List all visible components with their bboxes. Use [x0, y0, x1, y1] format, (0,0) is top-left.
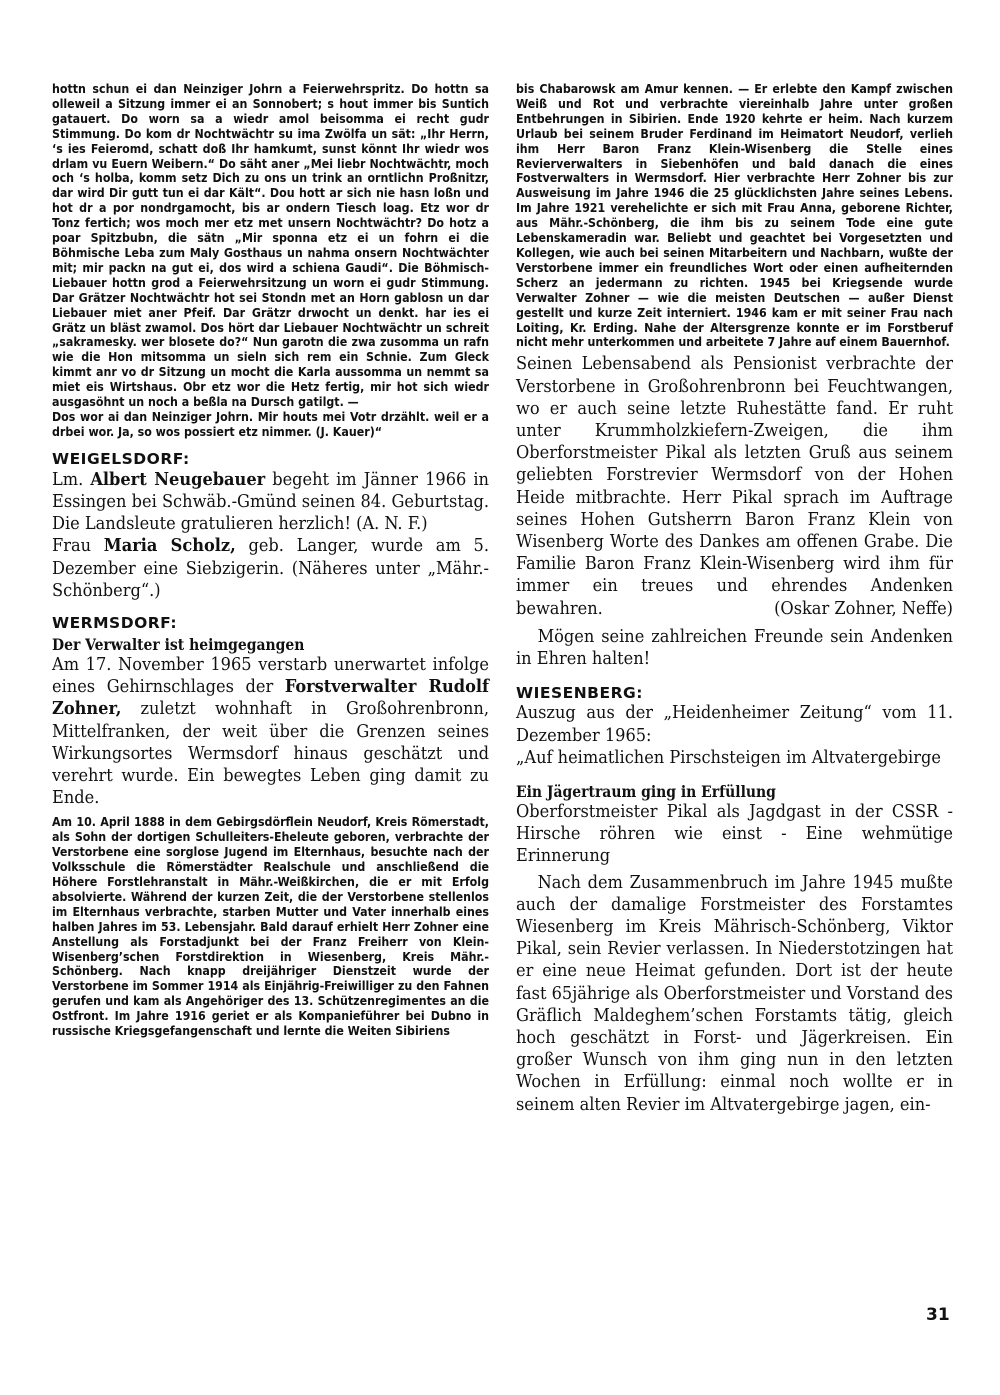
wermsdorf-biography-part1: Am 10. April 1888 in dem Gebirgsdörflein Neudorf, Kreis Römerstadt, als Sohn der dortigen Schulleiters-Eheleute geboren, verbrachte der Verstorbene eine sorglose Jugend im Elternhaus, besuchte nach der Volksschule die Römerstädter Realschule und anschließend die Höhere Forstlehranstalt in Mähr.-Weißkirchen, die er mit Erfolg absolvierte. Während der kurzen Zeit, die der Verstorbene stellenlos im Elternhaus verbrachte, starben Mutter und Vater innerhalb eines halben Jahres im 53. Lebensjahr. Bald darauf erhielt Herr Zohner eine Anstellung als Forstadjunkt bei der Franz Freiherr von Klein-Wisenberg’schen Forstdirektion in Wiesenberg, Kreis Mähr.-Schönberg. Nach knapp dreijähriger Dienstzeit wurde der Verstorbene im Sommer 1914 als Einjährig-Freiwilliger zu den Fahnen gerufen und kam als Angehöriger des 13. Schützenregimentes an die Ostfront. Im Jahre 1916 geriet er als Kompanieführer bei Dubno in russische Kriegsgefangenschaft und lernte die Weiten Sibiriens [52, 815, 489, 1039]
right-column [516, 82, 953, 1116]
dialect-story-text: hottn schun ei dan Neinziger Johrn a Feierwehrspritz. Do hottn sa olleweil a Sitzung immer ei an Sonnobert; s hout immer bis Suntich gatauert. Do worn sa a wiedr amol beisomma ei recht gudr Stimmung. Do kom dr Nochtwächtr su ima Zwölfa un sät: „Ihr Herrn, ‘s ies Feieromd, schatt doß Ihr hamkumt, sunst könnt Ihr wiedr wos drlam vu Euern Weibern.“ Do säht aner „Mei liebr Nochtwächtr, moch och ‘s holba, komm setz Dich zu ons un trink an orntlichn Proßnitzr, dar wird Dir gutt tun ei dar Kält“. Dou hott ar sich nie hasn loßn und hot dr a por nondrgamocht, bis ar ondern Tiesch loag. Etz wor dr Tonz fertich; wos moch mer etz met unsern Nochtwächtr? Do hotz a poar Spitzbubn, die sätn „Mir sponna etz ei un fohrn ei die Böhmische Leba zum Maly Gosthaus un nahma onsern Nochtwächter mit; mir packn na gut ei, dos wird a schiena Gaudi“. Die Böhmisch-Liebauer hottn grod a Feierwehrsitzung un worn ei gudr Stimmung. Dar Grätzer Nochtwächtr hot sei Stondn met an Horn gablosn un dar Liebauer miet aner Pfeif. Dar Grätzr drwocht un denkt. har ies ei Grätz un bläst zwamol. Dos hört dar Liebauer Nochtwächtr un schreit „sakramesky. wer blosete do?“ Nun garotn die zwa zusomma un rafn wie die Hon mitsomma un sieln sich rem ein Schnie. Zum Gleck kimmt anr vo dr Sitzung un mocht die Karla aussomma un nemmt sa miet eis Wirtshaus. Obr etz wor die Hetz fertig, mir hot sich wiedr ausgasöhnt un noch a beßla na Dursch gatilgt. — [52, 82, 489, 410]
lead-text: Am 17. November 1965 verstarb unerwartet infolge eines Gehirnschlages der [52, 653, 489, 698]
page-number: 31 [926, 1305, 950, 1325]
person-name: Forstverwalter Rudolf Zohner, [52, 676, 490, 720]
person-name: Maria Scholz, [103, 535, 236, 557]
wiesenberg-source-note: Auszug aus der „Heidenheimer Zeitung“ vom 11. Dezember 1965: [516, 702, 953, 746]
wiesenberg-deck: Oberforstmeister Pikal als Jagdgast in der CSSR - Hirsche röhren wie einst - Eine wehmütige Erinnerung [516, 800, 953, 867]
dialect-story-ending: Dos wor ai dan Neinziger Johrn. Mir houts mei Votr drzählt. weil er a drbei wor. Ja, so wos possiert etz nimmer. (J. Kauer)“ [52, 409, 489, 439]
obituary-closing-paragraph: Seinen Lebensabend als Pensionist verbrachte der Verstorbene in Großohrenbronn bei Feuchtwangen, wo er auch seine letzte Ruhestätte fand. Er ruht unter Krummholzkiefern-Zweigen, die ihm Oberforstmeister Pikal als letzten Gruß aus seinem geliebten Forstrevier Wermsdorf von der Hohen Heide mitbrachte. Herr Pikal sprach im Auftrage seines Hohen Gutsherrn Baron Franz Klein von Wisenberg Worte des Dankes am offenen Grabe. Die Familie Baron Franz Klein-Wisenberg wird ihm für immer ein treues und ehrendes Andenken bewahren. [516, 353, 953, 619]
weigelsdorf-seventieth-notice [52, 535, 489, 602]
obituary-remembrance: Mögen seine zahlreichen Freunde sein Andenken in Ehren halten! [516, 625, 953, 670]
weigelsdorf-heading: WEIGELSDORF: [52, 449, 190, 468]
person-name: Albert Neugebauer [90, 468, 266, 490]
wermsdorf-subheading: Der Verwalter ist heimgegangen [52, 634, 305, 654]
wiesenberg-article-text: Nach dem Zusammenbruch im Jahre 1945 mußte auch der damalige Forstmeister des Forstamtes Wiesenberg im Kreis Mährisch-Schönberg, Viktor Pikal, sein Revier verlassen. In Niederstotzingen hat er eine neue Heimat gefunden. Dort ist der heute fast 65jährige als Oberforstmeister und Vorstand des Gräflich Maldeghem’schen Forstamts tätig, gleich hoch geschätzt in Forst- und Jägerkreisen. Ein großer Wunsch von ihm ging nun in den letzten Wochen in Erfüllung: einmal noch wollte er in seinem alten Revier im Altvatergebirge jagen, ein- [516, 871, 953, 1115]
wermsdorf-lead [52, 654, 489, 809]
weigelsdorf-birthday-notice [52, 469, 489, 536]
notice-prefix: Frau [52, 535, 104, 557]
obituary-signature: (Oskar Zohner, Neffe) [774, 597, 953, 619]
lead-text: zuletzt wohnhaft in Großohrenbronn, Mittelfranken, der weit über die Grenzen seines Wirkungsortes Wermsdorf hinaus geschätzt und verehrt wurde. Ein bewegtes Leben ging damit zu Ende. [52, 698, 489, 809]
left-column [52, 82, 489, 1039]
notice-prefix: Lm. [52, 468, 91, 490]
wiesenberg-subheading: Ein Jägertraum ging in Erfüllung [516, 781, 776, 801]
wermsdorf-heading: WERMSDORF: [52, 613, 178, 632]
wermsdorf-biography-part2: bis Chabarowsk am Amur kennen. — Er erlebte den Kampf zwischen Weiß und Rot und verbrachte viereinhalb Jahre unter großen Entbehrungen in Sibirien. Ende 1920 kehrte er heim. Nach kurzem Urlaub bei seinem Bruder Ferdinand im Heimatort Neudorf, verlieh ihm Herr Baron Franz Klein-Wisenberg die Stelle eines Revierverwalters in Siebenhöfen und bald danach die eines Fostverwalters in Wermsdorf. Hier verbrachte Herr Zohner bis zur Ausweisung im Jahre 1946 die 25 glücklichsten Jahre seines Lebens. Im Jahre 1921 verehelichte er sich mit Frau Anna, geborene Richter, aus Mähr.-Schönberg, die ihm bis zu seinem Tode eine gute Lebenskameradin war. Beliebt und geachtet bei Vorgesetzten und Kollegen, wie auch bei seinen Mitarbeitern und Nachbarn, wußte der Verstorbene immer ein freundliches Wort oder einen aufheiternden Scherz an jedermann zu richten. 1945 bei Kriegsende wurde Verwalter Zohner — wie die meisten Deutschen — außer Dienst gestellt und kurze Zeit interniert. 1946 kam er mit seiner Frau nach Loiting, Kr. Erding. Nahe der Altersgrenze konnte er im Forstberuf nicht mehr unterkommen und arbeitete 7 Jahre auf einem Bauernhof. [516, 82, 953, 350]
wiesenberg-heading: WIESENBERG: [516, 684, 643, 703]
notice-text: geb. Langer, wurde am 5. Dezember eine Siebzigerin. (Näheres unter „Mähr.-Schönberg“.) [52, 535, 489, 601]
notice-text: begeht im Jänner 1966 in Essingen bei Schwäb.-Gmünd seinen 84. Geburtstag. Die Landsleute gratulieren herzlich! (A. N. F.) [52, 468, 489, 535]
wiesenberg-quote-title: „Auf heimatlichen Pirschsteigen im Altvatergebirge [516, 746, 941, 768]
